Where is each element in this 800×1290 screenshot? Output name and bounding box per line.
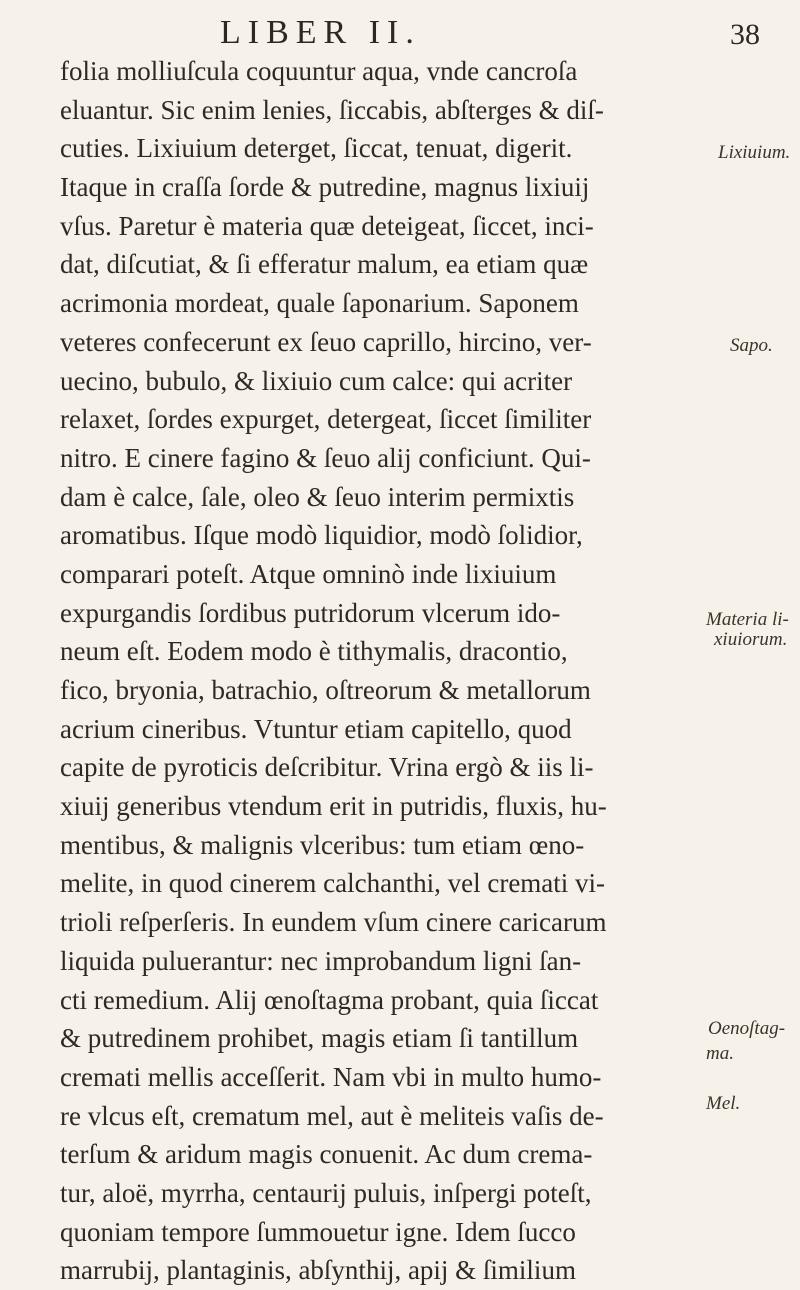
margin-note-materia-2: xiuiorum. — [714, 629, 788, 650]
text-line: acrium cineribus. Vtuntur etiam capitello, quod — [60, 713, 572, 744]
running-title: LIBER II. — [220, 14, 421, 51]
text-line: Itaque in craſſa ſorde & putredine, magnus lixiuij — [60, 172, 590, 203]
text-line: liquida puluerantur: nec improbandum ligni ſan- — [60, 945, 582, 976]
text-line: tur, aloë, myrrha, centaurij puluis, inſpergi poteſt, — [60, 1177, 592, 1208]
text-line: aromatibus. Iſque modò liquidior, modò ſolidior, — [60, 520, 583, 551]
text-line: melite, in quod cinerem calchanthi, vel cremati vi- — [60, 868, 606, 899]
text-line: trioli reſperſeris. In eundem vſum cinere caricarum — [60, 907, 607, 938]
text-line: expurgandis ſordibus putridorum vlcerum ido- — [60, 597, 561, 628]
text-line: capite de pyroticis deſcribitur. Vrina ergò & iis li- — [60, 752, 594, 783]
text-line: mentibus, & malignis vlceribus: tum etiam œno- — [60, 829, 585, 860]
text-line: cti remedium. Alij œnoſtagma probant, quia ſiccat — [60, 984, 599, 1015]
text-line: dat, diſcutiat, & ſi efferatur malum, ea etiam quæ — [60, 249, 589, 280]
text-line: vſus. Paretur è materia quæ deteigeat, ſiccet, inci- — [60, 210, 594, 241]
margin-note-materia-1: Materia li- — [706, 609, 789, 630]
text-line: neum eſt. Eodem modo è tithymalis, dracontio, — [60, 636, 568, 667]
text-line: comparari poteſt. Atque omninò inde lixiuium — [60, 558, 557, 589]
running-header — [0, 14, 800, 54]
text-line: cuties. Lixiuium deterget, ſiccat, tenuat, digerit. — [60, 133, 573, 164]
text-line: & putredinem prohibet, magis etiam ſi tantillum — [60, 1023, 579, 1054]
margin-note-sapo: Sapo. — [730, 335, 773, 356]
text-line: folia molliuſcula coquuntur aqua, vnde cancroſa — [60, 56, 578, 86]
body-text — [60, 52, 700, 1290]
margin-note-lixiuium: Lixiuium. — [718, 142, 791, 163]
text-line: terſum & aridum magis conuenit. Ac dum crema- — [60, 1139, 593, 1170]
margin-note-oenostagma-2: ma. — [706, 1043, 734, 1064]
text-line: uecino, bubulo, & lixiuio cum calce: qui acriter — [60, 365, 573, 396]
text-line: quoniam tempore ſummouetur igne. Idem ſucco — [60, 1216, 576, 1247]
page-number: 38 — [730, 18, 760, 51]
text-line: xiuij generibus vtendum erit in putridis, fluxis, hu- — [60, 791, 607, 822]
text-line: eluantur. Sic enim lenies, ſiccabis, abſterges & diſ- — [60, 94, 604, 125]
text-line: re vlcus eſt, crematum mel, aut è meliteis vaſis de- — [60, 1100, 604, 1131]
margin-note-mel: Mel. — [706, 1093, 741, 1114]
text-line: fico, bryonia, batrachio, oſtreorum & metallorum — [60, 675, 591, 705]
margin-note-oenostagma-1: Oenoſtag- — [708, 1018, 786, 1039]
text-line: relaxet, ſordes expurget, detergeat, ſiccet ſimiliter — [60, 404, 592, 435]
text-line: nitro. E cinere fagino & ſeuo alij conficiunt. Qui- — [60, 442, 591, 473]
text-line: veteres confecerunt ex ſeuo caprillo, hircino, ver- — [60, 326, 592, 357]
text-line: cremati mellis acceſſerit. Nam vbi in multo humo- — [60, 1061, 602, 1092]
text-line: dam è calce, ſale, oleo & ſeuo interim permixtis — [60, 481, 575, 512]
text-line: acrimonia mordeat, quale ſaponarium. Saponem — [60, 288, 579, 319]
text-line: marrubij, plantaginis, abſynthij, apij & ſimilium — [60, 1255, 576, 1286]
